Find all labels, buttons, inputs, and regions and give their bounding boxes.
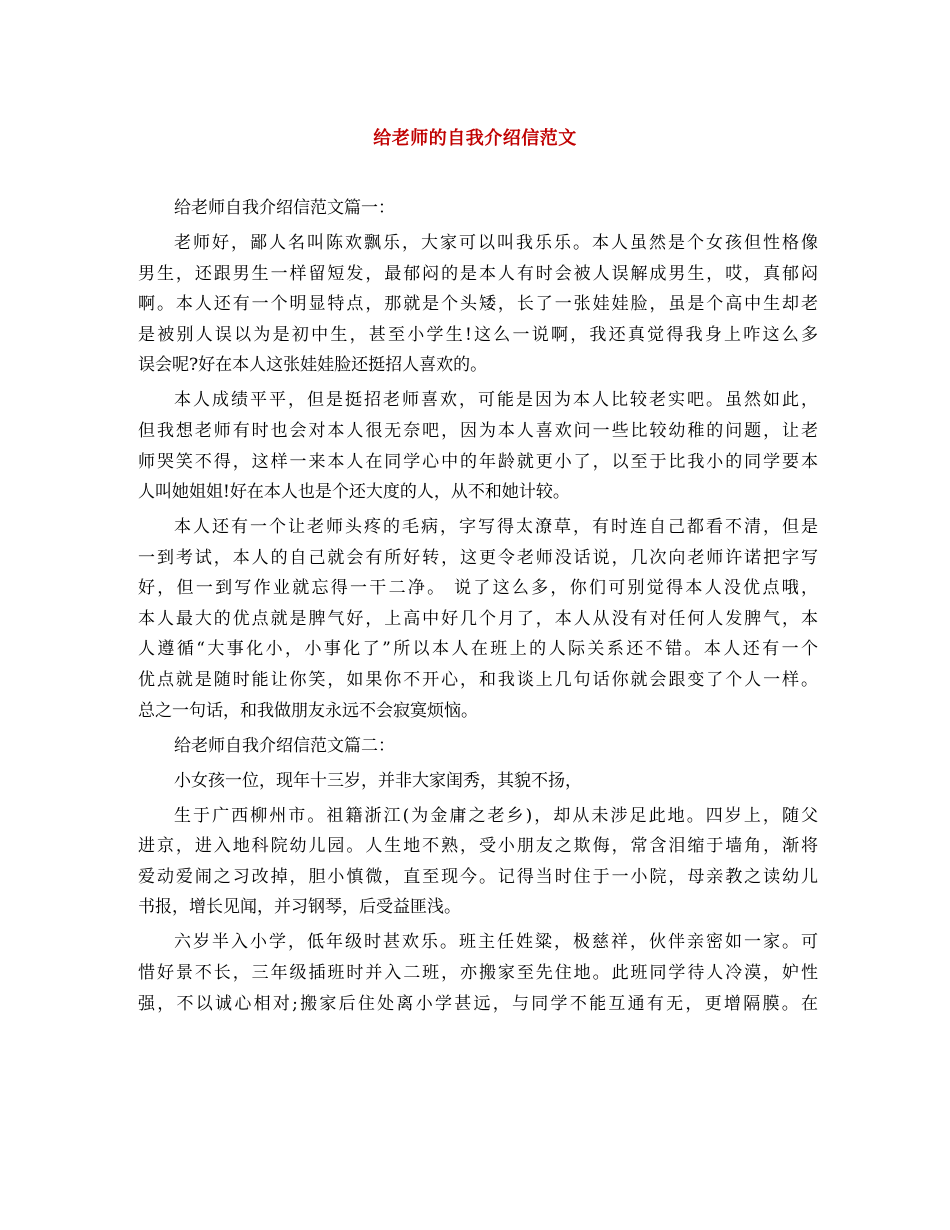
text-line: 优点就是随时能让你笑，如果你不开心，和我谈上几句话你就会跟变了个人一样。 xyxy=(138,670,818,691)
text-line: 误会呢?好在本人这张娃娃脸还挺招人喜欢的。 xyxy=(138,355,488,376)
text-line: 本人还有一个让老师头疼的毛病，字写得太潦草，有时连自己都看不清，但是 xyxy=(174,517,818,538)
paragraph xyxy=(138,801,818,923)
paragraph xyxy=(138,766,818,797)
text-line: 本人成绩平平，但是挺招老师喜欢，可能是因为本人比较老实吧。虽然如此， xyxy=(174,390,818,411)
text-line: 给老师自我介绍信范文篇一： xyxy=(174,198,395,218)
text-line: 好，但一到写作业就忘得一干二净。 说了这么多，你们可别觉得本人没优点哦， xyxy=(138,578,818,599)
paragraph xyxy=(138,731,818,762)
text-line: 男生，还跟男生一样留短发，最郁闷的是本人有时会被人误解成男生，哎，真郁闷 xyxy=(138,263,818,284)
paragraph xyxy=(138,193,818,224)
text-line: 老师好，鄙人名叫陈欢飘乐，大家可以叫我乐乐。本人虽然是个女孩但性格像 xyxy=(174,232,818,253)
paragraph xyxy=(138,927,818,1019)
text-line: 师哭笑不得，这样一来本人在同学心中的年龄就更小了，以至于比我小的同学要本 xyxy=(138,451,818,472)
text-line: 是被别人误以为是初中生，甚至小学生!这么一说啊，我还真觉得我身上咋这么多 xyxy=(138,324,818,345)
paragraph xyxy=(138,228,818,381)
text-line: 但我想老师有时也会对本人很无奈吧，因为本人喜欢问一些比较幼稚的问题，让老 xyxy=(138,420,818,441)
text-line: 进京，进入地科院幼儿园。人生地不熟，受小朋友之欺侮，常含泪缩于墙角，渐将 xyxy=(138,836,818,857)
text-line: 啊。本人还有一个明显特点，那就是个头矮，长了一张娃娃脸，虽是个高中生却老 xyxy=(138,294,818,315)
text-line: 生于广西柳州市。祖籍浙江(为金庸之老乡)，却从未涉足此地。四岁上，随父 xyxy=(174,805,818,826)
document-body xyxy=(138,193,818,1019)
paragraph xyxy=(138,512,818,726)
paragraph xyxy=(138,385,818,507)
text-line: 人遵循“大事化小，小事化了”所以本人在班上的人际关系还不错。本人还有一个 xyxy=(138,639,818,660)
text-line: 人叫她姐姐!好在本人也是个还大度的人，从不和她计较。 xyxy=(138,482,570,503)
text-line: 书报，增长见闻，并习钢琴，后受益匪浅。 xyxy=(138,897,461,918)
text-line: 惜好景不长，三年级插班时并入二班，亦搬家至先住地。此班同学待人冷漠，妒性 xyxy=(138,962,818,983)
text-line: 一到考试，本人的自己就会有所好转，这更令老师没话说，几次向老师许诺把字写 xyxy=(138,547,818,568)
text-line: 六岁半入小学，低年级时甚欢乐。班主任姓粱，极慈祥，伙伴亲密如一家。可 xyxy=(174,932,818,953)
text-line: 给老师自我介绍信范文篇二： xyxy=(174,735,395,756)
text-line: 本人最大的优点就是脾气好，上高中好几个月了，本人从没有对任何人发脾气，本 xyxy=(138,608,818,629)
text-line: 强，不以诚心相对;搬家后住处离小学甚远，与同学不能互通有无，更增隔膜。在 xyxy=(138,993,818,1014)
document-title: 给老师的自我介绍信范文 xyxy=(373,128,577,149)
text-line: 爱动爱闹之习改掉，胆小慎微，直至现今。记得当时住于一小院，母亲教之读幼儿 xyxy=(138,866,818,887)
text-line: 总之一句话，和我做朋友永远不会寂寞烦恼。 xyxy=(138,700,478,721)
text-line: 小女孩一位，现年十三岁，并非大家闺秀，其貌不扬， xyxy=(174,770,582,791)
